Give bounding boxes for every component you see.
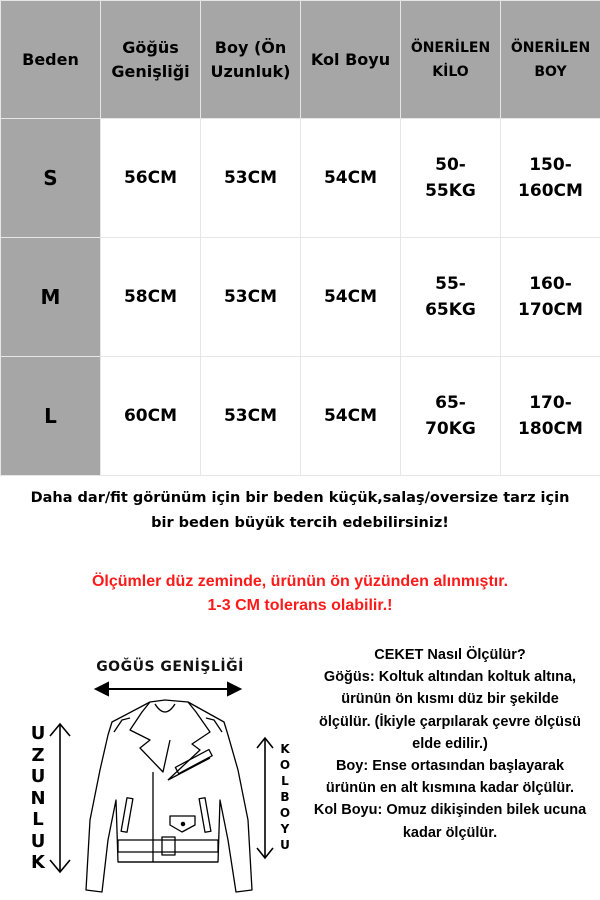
header-sleeve [301, 1, 401, 119]
header-height-line2: BOY [534, 63, 567, 80]
cell-height [501, 119, 600, 238]
chest-width-label: GOĞÜS GENİŞLİĞİ [96, 659, 244, 675]
fit-note-line1: Daha dar/fit görünüm için bir beden küçük,salaş/oversize tarz için [30, 490, 570, 506]
cell-sleeve: 54CM [301, 238, 401, 357]
header-weight-line2: KİLO [432, 63, 469, 80]
length-letter: U [30, 723, 46, 744]
table-row [1, 119, 600, 238]
length-letter: N [30, 787, 46, 809]
header-chest [101, 1, 201, 119]
how-to-line: ölçülür. (İkiyle çarpılarak çevre ölçüsü [319, 713, 581, 730]
height-to: 180CM [518, 419, 583, 439]
header-weight [401, 1, 501, 119]
fit-recommendation-note [0, 486, 600, 536]
cell-chest: 56CM [101, 119, 201, 238]
how-to-line: Kol Boyu: Omuz dikişinden bilek ucuna [313, 802, 587, 819]
header-length-line1: Boy (Ön [214, 37, 287, 57]
cell-size: L [1, 357, 101, 476]
measure-note-line2: 1-3 CM tolerans olabilir.! [207, 597, 393, 614]
cell-size: M [1, 238, 101, 357]
cell-weight [401, 119, 501, 238]
length-letter: Z [31, 744, 45, 766]
sleeve-arrow-icon [257, 738, 273, 858]
table-row [1, 238, 600, 357]
cell-height [501, 238, 600, 357]
how-to-line: ürünün en alt kısmına kadar ölçülür. [325, 780, 575, 797]
length-letter: U [30, 830, 46, 852]
how-to-title: CEKET Nasıl Ölçülür? [374, 647, 526, 663]
cell-chest: 60CM [101, 357, 201, 476]
header-weight-line1: ÖNERİLEN [410, 39, 491, 56]
cell-size: S [1, 119, 101, 238]
header-height [501, 1, 600, 119]
header-height-line1: ÖNERİLEN [510, 39, 591, 56]
how-to-line: elde edilir.) [412, 735, 488, 752]
weight-from: 50- [435, 155, 466, 175]
header-size [1, 1, 101, 119]
how-to-line: Göğüs: Koltuk altından koltuk altına, [323, 669, 577, 686]
how-to-measure-instructions [305, 644, 595, 844]
header-length-line2: Uzunluk) [210, 61, 291, 81]
weight-from: 55- [435, 274, 466, 294]
height-to: 170CM [518, 300, 583, 320]
length-label [28, 723, 48, 874]
measure-note-line1: Ölçümler düz zeminde, ürünün ön yüzünden alınmıştır. [91, 573, 509, 590]
cell-length: 53CM [201, 238, 301, 357]
how-to-line: Boy: Ense ortasından başlayarak [335, 758, 565, 775]
measurement-tolerance-note [70, 570, 530, 618]
cell-sleeve: 54CM [301, 357, 401, 476]
header-size-text: Beden [22, 49, 79, 69]
sleeve-letter: U [280, 838, 290, 852]
sleeve-length-label [278, 741, 292, 853]
weight-to: 70KG [425, 419, 476, 439]
cell-chest: 58CM [101, 238, 201, 357]
cell-height [501, 357, 600, 476]
table-header-row [1, 1, 600, 119]
sleeve-letter: K [280, 742, 290, 756]
sleeve-letter: O [279, 806, 291, 820]
length-letter: L [32, 809, 44, 830]
header-length [201, 1, 301, 119]
sleeve-letter: L [281, 774, 289, 788]
weight-to: 55KG [425, 181, 476, 201]
cell-weight [401, 238, 501, 357]
length-letter: U [30, 766, 46, 787]
height-to: 160CM [518, 181, 583, 201]
chest-arrow-icon [96, 683, 240, 695]
header-sleeve-text: Kol Boyu [310, 49, 391, 69]
height-from: 160- [529, 274, 572, 294]
how-to-line: ürünün ön kısmı düz bir şekilde [341, 691, 559, 708]
table-row [1, 357, 600, 476]
header-chest-line1: Göğüs [122, 37, 179, 57]
height-from: 150- [529, 155, 572, 175]
header-chest-line2: Genişliği [111, 61, 190, 81]
cell-sleeve: 54CM [301, 119, 401, 238]
weight-from: 65- [435, 393, 466, 413]
height-from: 170- [529, 393, 572, 413]
jacket-icon [86, 700, 252, 892]
sleeve-letter: B [280, 790, 290, 804]
cell-length: 53CM [201, 119, 301, 238]
sleeve-letter: O [279, 758, 291, 772]
sleeve-letter: Y [280, 822, 290, 836]
how-to-line: kadar ölçülür. [402, 824, 498, 841]
length-letter: K [31, 852, 45, 873]
weight-to: 65KG [425, 300, 476, 320]
cell-weight [401, 357, 501, 476]
cell-length: 53CM [201, 357, 301, 476]
length-arrow-icon [50, 724, 70, 872]
fit-note-line2: bir beden büyük tercih edebilirsiniz! [151, 515, 449, 531]
